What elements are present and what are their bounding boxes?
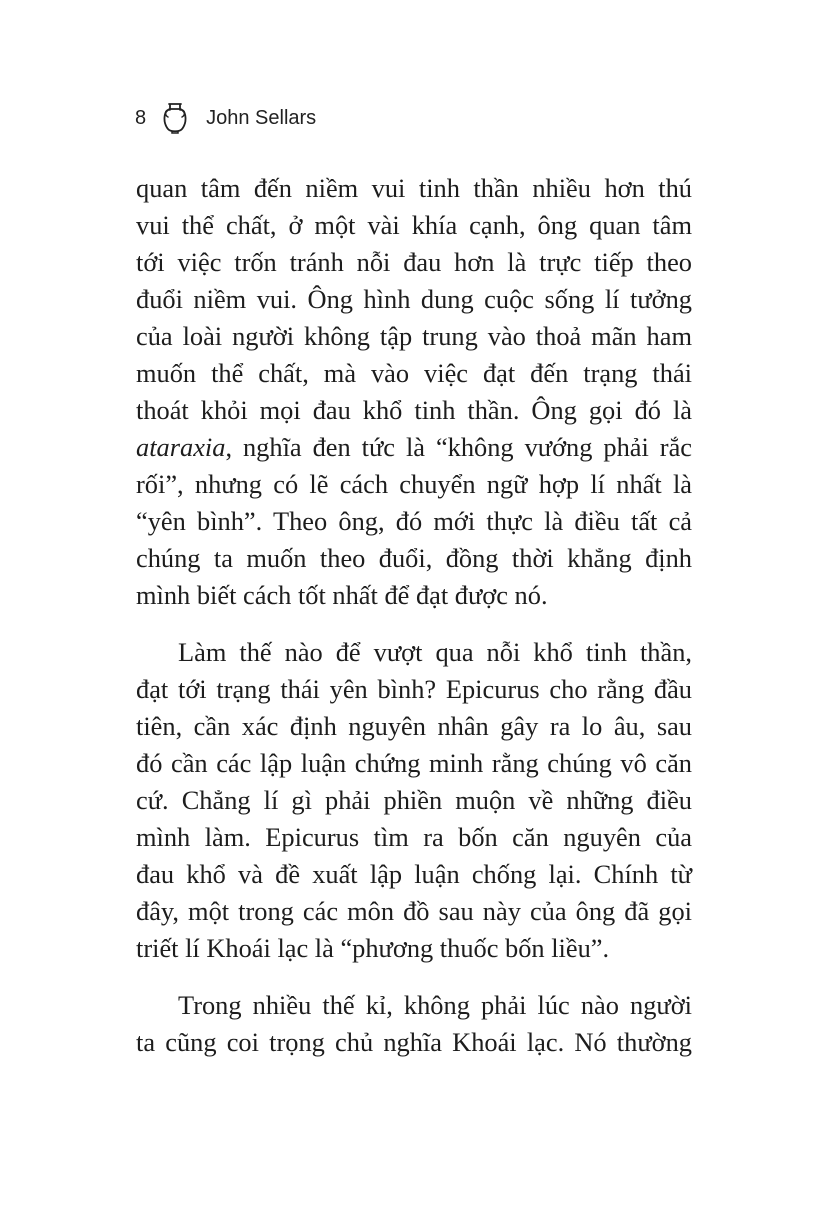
amphora-logo-icon — [160, 101, 190, 135]
text-line: mình làm. Epicurus tìm ra bốn căn nguyên của — [136, 822, 692, 852]
text-line: triết lí Khoái lạc là “phương thuốc bốn liều”. — [136, 933, 610, 963]
text-line: cứ. Chẳng lí gì phải phiền muộn về những điều — [136, 785, 692, 815]
text-line: của loài người không tập trung vào thoả mãn ham — [136, 321, 692, 351]
text-line: đạt tới trạng thái yên bình? Epicurus cho rằng đầu — [136, 674, 692, 704]
italic-term: ataraxia — [136, 432, 226, 462]
text-line: đau khổ và đề xuất lập luận chống lại. Chính từ — [136, 859, 692, 889]
running-header — [135, 100, 316, 136]
text-line: ta cũng coi trọng chủ nghĩa Khoái lạc. Nó thường — [136, 1027, 692, 1057]
text-line: “yên bình”. Theo ông, đó mới thực là điều tất cả — [136, 506, 692, 536]
text-segment: , nghĩa đen tức là “không vướng phải rắc — [225, 432, 692, 462]
text-line: đó cần các lập luận chứng minh rằng chúng vô căn — [136, 748, 692, 778]
text-line: vui thể chất, ở một vài khía cạnh, ông quan tâm — [136, 210, 692, 240]
text-line — [136, 429, 692, 466]
text-line: muốn thể chất, mà vào việc đạt đến trạng thái — [136, 358, 692, 388]
text-line: thoát khỏi mọi đau khổ tinh thần. Ông gọi đó là — [136, 395, 692, 425]
text-line: tới việc trốn tránh nỗi đau hơn là trực tiếp theo — [136, 247, 692, 277]
paragraph-3 — [136, 987, 692, 1061]
text-line: đuổi niềm vui. Ông hình dung cuộc sống lí tưởng — [136, 284, 692, 314]
text-line: Trong nhiều thế kỉ, không phải lúc nào người — [178, 990, 692, 1020]
paragraph-1 — [136, 170, 692, 614]
page-number: 8 — [135, 106, 147, 129]
text-line: quan tâm đến niềm vui tinh thần nhiều hơn thú — [136, 173, 692, 203]
text-line: rối”, nhưng có lẽ cách chuyển ngữ hợp lí nhất là — [136, 469, 692, 499]
body-text — [136, 170, 692, 1081]
text-line: chúng ta muốn theo đuổi, đồng thời khẳng định — [136, 543, 692, 573]
text-line: đây, một trong các môn đồ sau này của ông đã gọi — [136, 896, 692, 926]
text-line: mình biết cách tốt nhất để đạt được nó. — [136, 580, 548, 610]
text-line: tiên, cần xác định nguyên nhân gây ra lo âu, sau — [136, 711, 692, 741]
paragraph-2 — [136, 634, 692, 967]
author-name: John Sellars — [206, 106, 317, 129]
text-line: Làm thế nào để vượt qua nỗi khổ tinh thần, — [178, 637, 692, 667]
